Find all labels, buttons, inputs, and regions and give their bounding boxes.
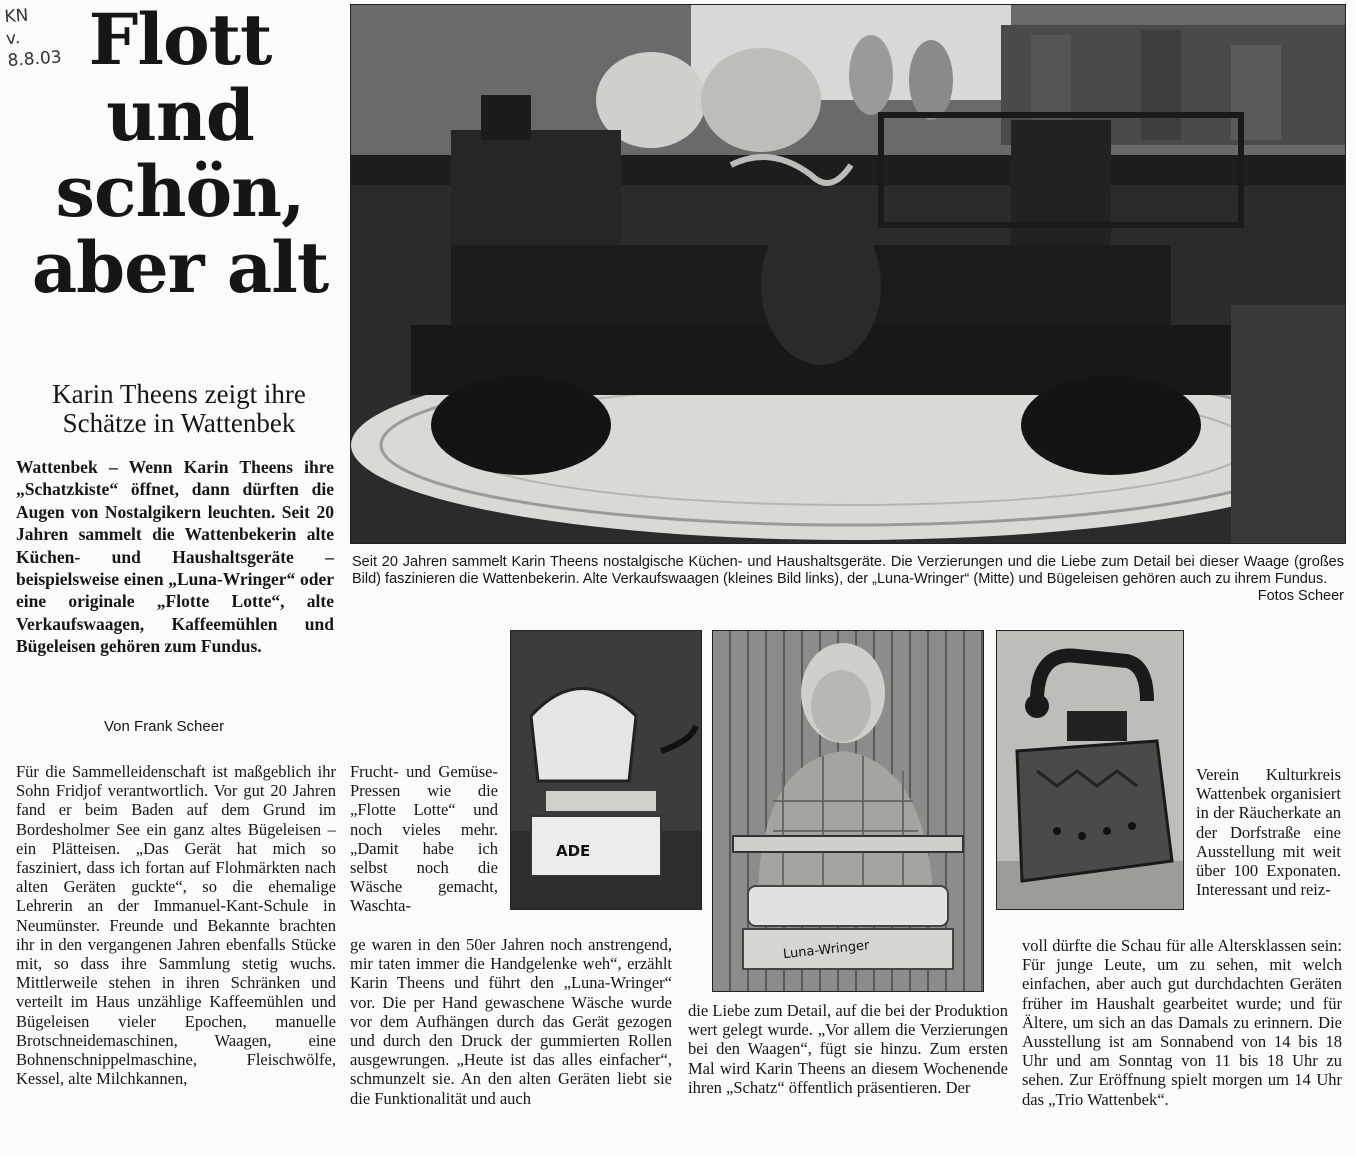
byline: Von Frank Scheer bbox=[104, 718, 225, 735]
body-column-1: Für die Sammelleidenschaft ist maßgeblich ihr Sohn Fridjof verantwortlich. Vor gut 20 Jahren fand er beim Baden auf dem Grund im Bordesholmer See ein ganz altes Bügeleisen – ein Plätteisen. „Das Gerät hat mich so fasziniert, dass ich fortan auf Flohmärkten nach alten Geräten guckte“, so die ehemalige Lehrerin an der Immanuel-Kant-Schule in Neumünster. Freunde und Bekannte brachten ihr in den vergangenen Jahren ebenfalls Stücke mit, so dass ihre Sammlung stetig wuchs. Mittlerweile stehen in ihren Schränken und verteilt im Haus unzählige Kaffeemühlen und Bügeleisen vieler Epochen, manuelle Brotschneidemaschinen, Waagen, eine Bohnenschnippelmaschine, Fleischwölfe, Kessel, alte Milchkannen, bbox=[16, 762, 336, 1089]
handwritten-note-date: 8.8.03 bbox=[6, 47, 63, 72]
headline bbox=[20, 0, 340, 309]
handwritten-note-line: v. bbox=[5, 28, 21, 50]
body-column-3: die Liebe zum Detail, auf die bei der Produktion wert gelegt wurde. „Vor allem die Verzierungen bei den Waagen“, fügt sie hinzu. Zum ersten Mal wird Karin Theens an diesem Wochenende ihren „Schatz“ öffentlich präsentieren. Der bbox=[688, 1001, 1008, 1097]
photo-shop-scale bbox=[510, 630, 702, 910]
handwritten-note-line: KN bbox=[3, 5, 30, 28]
photo-credit: Fotos Scheer bbox=[1257, 588, 1344, 604]
headline-line: aber alt bbox=[31, 226, 329, 309]
caption-text: Seit 20 Jahren sammelt Karin Theens nostalgische Küchen- und Haushaltsgeräte. Die Verzierungen und die Liebe zum Detail bei dieser Waage (großes Bild) faszinieren die Wattenbekerin. Alte Verkaufswaagen (kleines Bild links), der „Luna-Wringer“ (Mitte) und Bügeleisen gehören auch zu ihrem Fundus. bbox=[352, 554, 1344, 587]
headline-line: Flott bbox=[88, 0, 272, 81]
main-photo-ornate-scale bbox=[350, 4, 1346, 544]
photo-luna-wringer bbox=[712, 630, 984, 992]
photo-caption bbox=[352, 554, 1344, 605]
subheadline-line: Schätze in Wattenbek bbox=[62, 408, 296, 438]
subheadline bbox=[14, 380, 344, 438]
lead-paragraph: Wattenbek – Wenn Karin Theens ihre „Schatzkiste“ öffnet, dann dürften die Augen von Nostalgikern leuchten. Seit 20 Jahren sammelt die Wattenbekerin alte Küchen- und Haushaltsgeräte – beispielsweise einen „Luna-Wringer“ oder eine originale „Flotte Lotte“, alte Verkaufswaagen, Kaffeemühlen und Bügeleisen gehören zum Fundus. bbox=[16, 457, 334, 657]
body-column-2-top: Frucht- und Gemüse-Pressen wie die „Flotte Lotte“ und noch vieles mehr. „Damit habe ich selbst noch die Wäsche gemacht, Waschta- bbox=[350, 762, 498, 916]
scale-brand-label: ADE bbox=[556, 842, 591, 860]
headline-line: schön, bbox=[55, 150, 305, 233]
body-column-4-top: Verein Kulturkreis Wattenbek organisiert in der Räucherkate an der Dorfstraße eine Ausstellung mit weit über 100 Exponaten. Interessant und reiz- bbox=[1196, 765, 1341, 900]
body-column-4-bottom: voll dürfte die Schau für alle Altersklassen sein: Für junge Leute, um zu sehen, mit welch einfachen, aber auch gut durchdachten Geräten früher im Haushalt gearbeitet wurde; und für Ältere, um sich an das Damals zu erinnern. Die Ausstellung ist am Sonnabend von 14 bis 18 Uhr und am Sonntag von 11 bis 18 Uhr zu sehen. Zur Eröffnung spielt morgen um 14 Uhr das „Trio Wattenbek“. bbox=[1022, 936, 1342, 1109]
photo-charcoal-iron bbox=[996, 630, 1184, 910]
headline-line: und bbox=[106, 74, 254, 157]
subheadline-line: Karin Theens zeigt ihre bbox=[52, 379, 306, 409]
body-column-2-bottom: ge waren in den 50er Jahren noch anstrengend, mir taten immer die Handgelenke weh“, erzählt Karin Theens und führt den „Luna-Wringer“ vor. Die per Hand gewaschene Wäsche wurde vor dem Aufhängen durch das Gerät gezogen und durch den Druck der gummierten Rollen ausgewrungen. „Heute ist das alles einfacher“, schmunzelt sie. An den alten Geräten liebt sie die Funktionalität und auch bbox=[350, 935, 672, 1108]
wringer-brand-label: Luna-Wringer bbox=[782, 938, 871, 963]
